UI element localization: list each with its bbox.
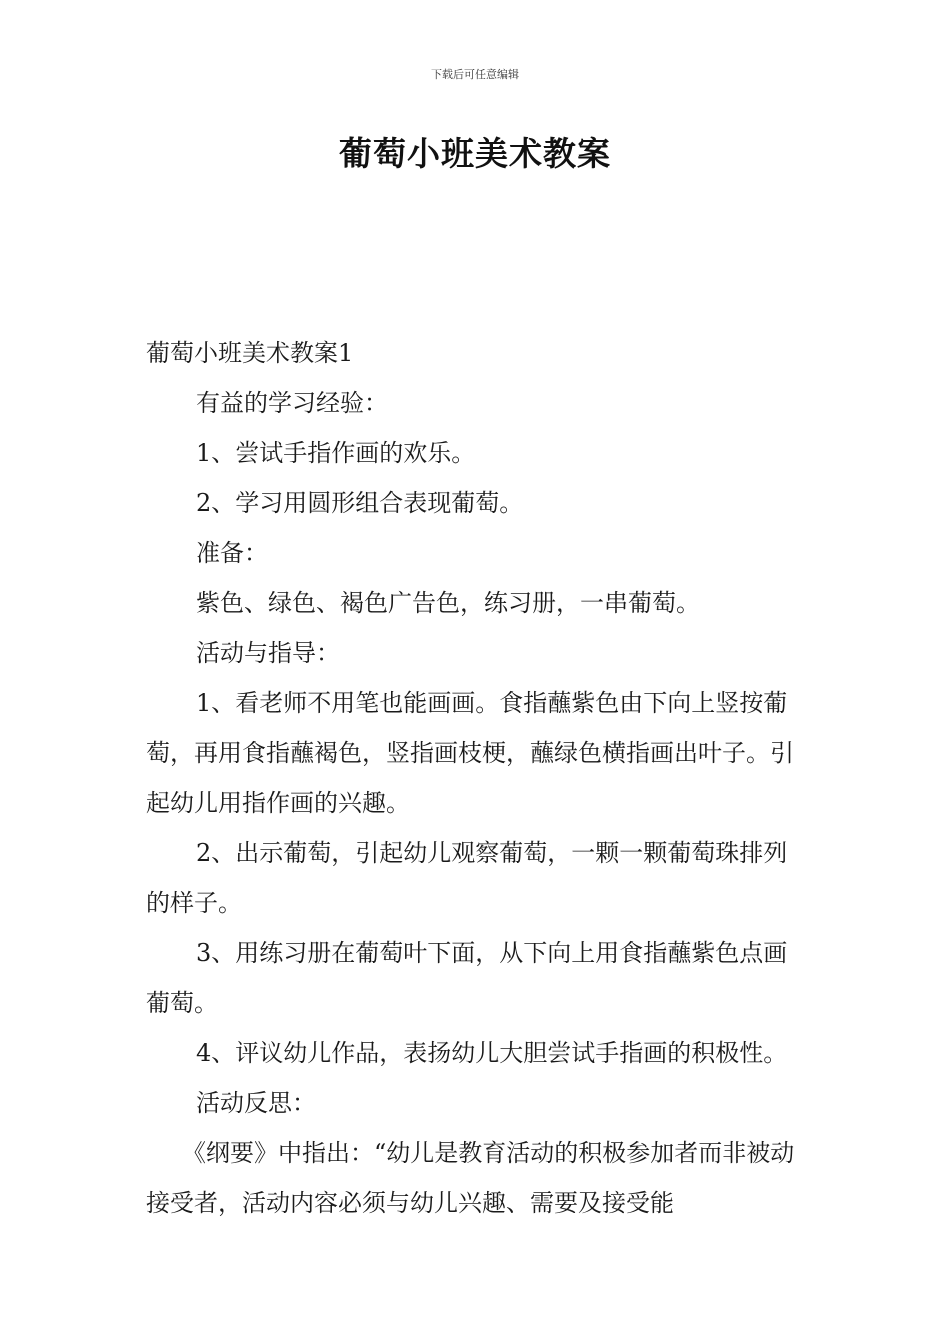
paragraph-goal-1: 1、尝试手指作画的欢乐。: [196, 439, 476, 467]
paragraph-step-1: 1、看老师不用笔也能画画。食指蘸紫色由下向上竖按葡萄，再用食指蘸褐色，竖指画枝梗，蘸绿色横指画出叶子。引起幼儿用指作画的兴趣。: [146, 689, 794, 817]
paragraph-learning-heading: 有益的学习经验：: [196, 389, 388, 417]
paragraph-activity-heading: 活动与指导：: [196, 639, 340, 667]
paragraph-step-4: 4、评议幼儿作品，表扬幼儿大胆尝试手指画的积极性。: [196, 1039, 788, 1067]
paragraph-prep-heading: 准备：: [196, 539, 268, 567]
paragraph-step-2: 2、出示葡萄，引起幼儿观察葡萄，一颗一颗葡萄珠排列的样子。: [146, 839, 788, 917]
document-title: 葡萄小班美术教案: [339, 134, 611, 173]
document-body: [146, 328, 806, 1228]
header-note: 下载后可任意编辑: [431, 68, 519, 81]
paragraph-goal-2: 2、学习用圆形组合表现葡萄。: [196, 489, 524, 517]
section-title: 葡萄小班美术教案1: [146, 339, 354, 367]
paragraph-step-3: 3、用练习册在葡萄叶下面，从下向上用食指蘸紫色点画葡萄。: [146, 939, 788, 1017]
paragraph-reflection: 《纲要》中指出：“幼儿是教育活动的积极参加者而非被动接受者，活动内容必须与幼儿兴趣、需要及接受能: [146, 1139, 795, 1217]
paragraph-materials: 紫色、绿色、褐色广告色，练习册，一串葡萄。: [196, 589, 700, 617]
paragraph-reflection-heading: 活动反思：: [196, 1089, 316, 1117]
